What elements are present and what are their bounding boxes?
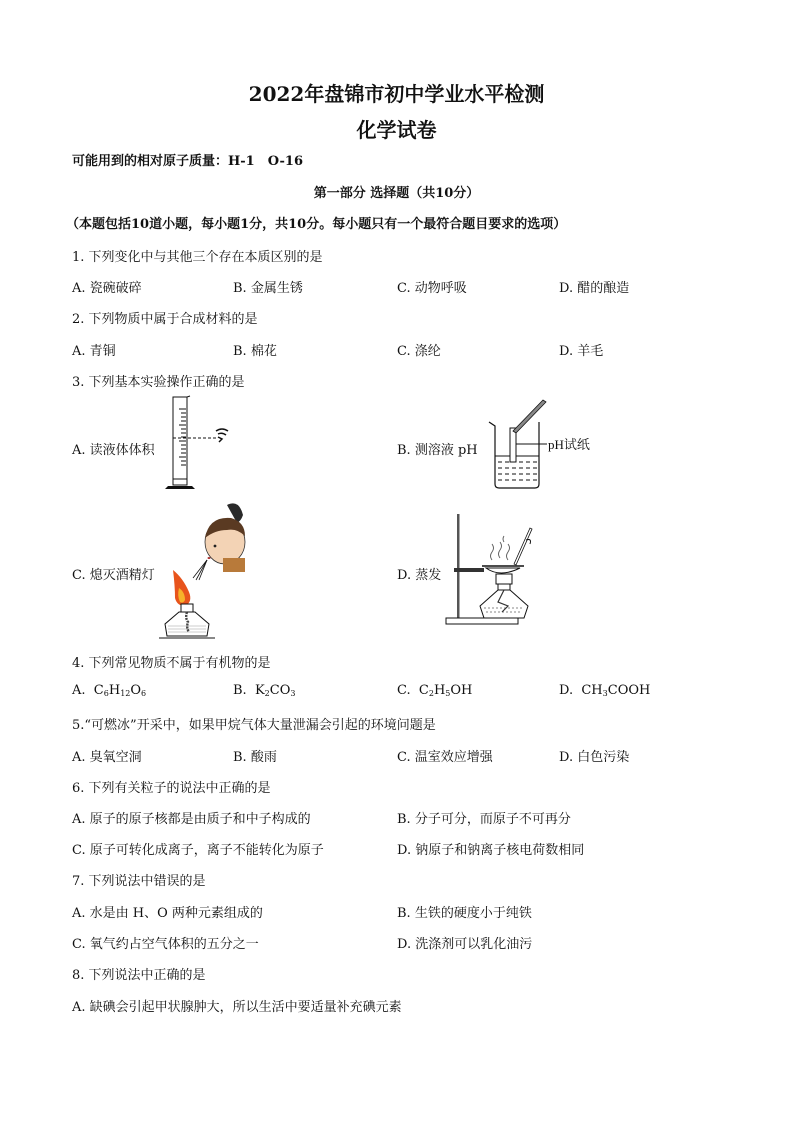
exam-subtitle: 化学试卷 — [356, 118, 437, 142]
q5-option-a: A. 臭氧空洞 — [72, 750, 142, 765]
question-2-stem: 2. 下列物质中属于合成材料的是 — [72, 312, 258, 327]
question-4-stem: 4. 下列常见物质不属于有机物的是 — [72, 656, 271, 671]
q2-option-a: A. 青铜 — [72, 344, 116, 359]
question-6-stem: 6. 下列有关粒子的说法中正确的是 — [72, 781, 271, 796]
graduated-cylinder-figure — [160, 395, 240, 495]
question-1-stem: 1. 下列变化中与其他三个存在本质区别的是 — [72, 250, 323, 265]
q7-option-a: A. 水是由 H、O 两种元素组成的 — [72, 906, 263, 921]
q4-option-a: A. $C_6H_{12}O_6$ — [72, 683, 147, 698]
q5-option-b: B. 酸雨 — [233, 750, 277, 765]
question-5-stem: 5.“可燃冰”开采中，如果甲烷气体大量泄漏会引起的环境问题是 — [72, 718, 436, 733]
q7-option-b: B. 生铁的硬度小于纯铁 — [397, 906, 532, 921]
q3-option-c: C. 熄灭酒精灯 — [72, 568, 155, 583]
q7-option-c: C. 氧气约占空气体积的五分之一 — [72, 937, 259, 952]
q1-option-c: C. 动物呼吸 — [397, 281, 467, 296]
q2-option-b: B. 棉花 — [233, 344, 277, 359]
q2-option-c: C. 涤纶 — [397, 344, 441, 359]
section-title: 第一部分 选择题（共10分） — [313, 186, 480, 201]
q5-option-d: D. 白色污染 — [559, 750, 630, 765]
q4-option-d: D. $CH_3COOH$ — [559, 683, 651, 698]
evaporation-figure — [446, 510, 561, 630]
question-8-stem: 8. 下列说法中正确的是 — [72, 968, 206, 983]
q6-option-d: D. 钠原子和钠离子核电荷数相同 — [397, 843, 585, 858]
q4-option-b: B. $K_2CO_3$ — [233, 683, 296, 698]
question-3-stem: 3. 下列基本实验操作正确的是 — [72, 375, 245, 390]
beaker-ph-paper-figure — [485, 398, 615, 493]
q6-option-b: B. 分子可分，而原子不可再分 — [397, 812, 571, 827]
q2-option-d: D. 羊毛 — [559, 344, 604, 359]
q1-option-b: B. 金属生锈 — [233, 281, 303, 296]
q7-option-d: D. 洗涤剂可以乳化油污 — [397, 937, 533, 952]
q3-option-b: B. 测溶液 pH — [397, 443, 478, 458]
q1-option-d: D. 醋的酿造 — [559, 281, 630, 296]
alcohol-lamp-figure — [165, 500, 260, 640]
q6-option-c: C. 原子可转化成离子，离子不能转化为原子 — [72, 843, 324, 858]
exam-title: 2022年盘锦市初中学业水平检测 — [248, 82, 545, 106]
q3-option-d: D. 蒸发 — [397, 568, 442, 583]
section-instructions: （本题包括10道小题，每小题1分，共10分。每小题只有一个最符合题目要求的选项） — [66, 217, 567, 232]
q8-option-a: A. 缺碘会引起甲状腺肿大，所以生活中要适量补充碘元素 — [72, 1000, 402, 1015]
q3-option-a: A. 读液体体积 — [72, 443, 155, 458]
question-7-stem: 7. 下列说法中错误的是 — [72, 874, 206, 889]
atomic-mass-note: 可能用到的相对原子质量：H-1 O-16 — [72, 154, 304, 169]
q6-option-a: A. 原子的原子核都是由质子和中子构成的 — [72, 812, 311, 827]
q4-option-c: C. $C_2H_5OH$ — [397, 683, 473, 698]
q5-option-c: C. 温室效应增强 — [397, 750, 493, 765]
ph-paper-label: pH试纸 — [548, 437, 590, 452]
q1-option-a: A. 瓷碗破碎 — [72, 281, 142, 296]
